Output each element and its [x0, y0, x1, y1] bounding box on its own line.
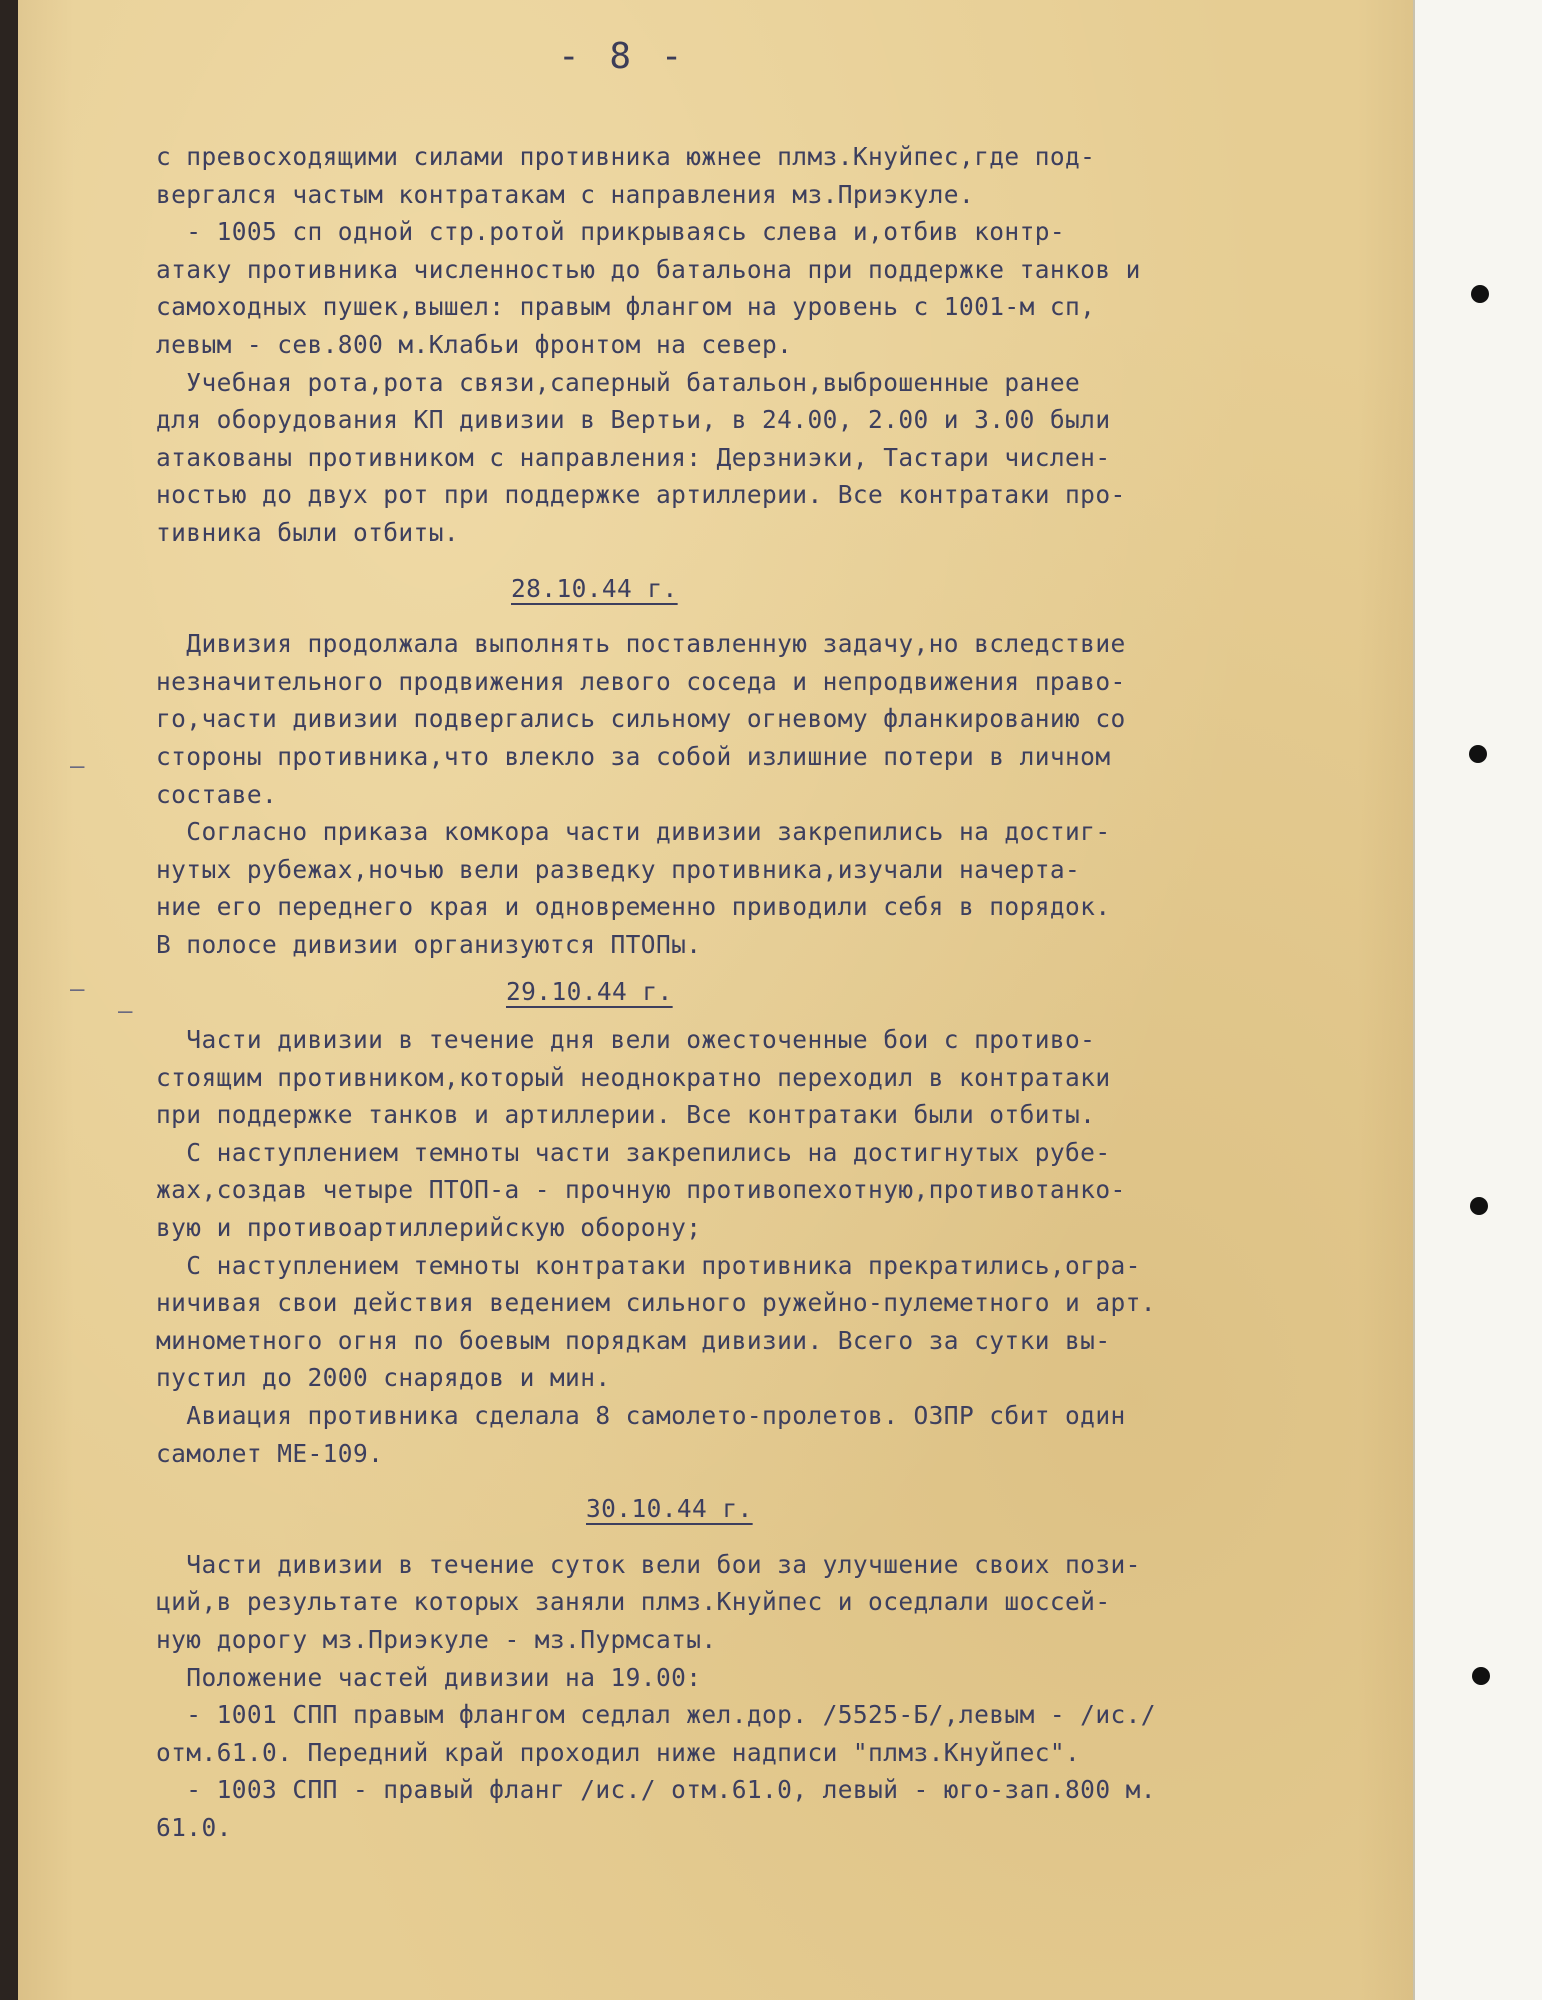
- date-heading: 28.10.44 г.: [511, 573, 678, 603]
- text-line: ностью до двух рот при поддержке артиллерии. Все контратаки про-: [156, 480, 1126, 510]
- text-line: ций,в результате которых заняли плмз.Кнуйпес и оседлали шоссей-: [156, 1587, 1111, 1617]
- text-line: ничивая свои действия ведением сильного ружейно-пулеметного и арт.: [156, 1288, 1156, 1318]
- text-line: левым - сев.800 м.Клабьи фронтом на север.: [156, 329, 793, 359]
- punch-hole: [1470, 1197, 1488, 1215]
- text-line: го,части дивизии подвергались сильному огневому фланкированию со: [156, 704, 1126, 734]
- date-heading: 29.10.44 г.: [506, 977, 673, 1007]
- margin-mark: –: [70, 752, 85, 780]
- page-number: - 8 -: [558, 36, 687, 77]
- text-line: Учебная рота,рота связи,саперный батальон,выброшенные ранее: [156, 367, 1081, 397]
- text-line: В полосе дивизии организуются ПТОПы.: [156, 929, 702, 959]
- text-line: отм.61.0. Передний край проходил ниже надписи "плмз.Кнуйпес".: [156, 1737, 1081, 1767]
- text-line: - 1005 сп одной стр.ротой прикрываясь слева и,отбив контр-: [156, 217, 1066, 247]
- text-line: Дивизия продолжала выполнять поставленную задачу,но вследствие: [156, 629, 1126, 659]
- text-line: вую и противоартиллерийскую оборону;: [156, 1213, 702, 1243]
- text-line: - 1003 СПП - правый фланг /ис./ отм.61.0, левый - юго-зап.800 м.: [156, 1775, 1156, 1805]
- text-line: стоящим противником,который неоднократно переходил в контратаки: [156, 1062, 1111, 1092]
- text-line: жах,создав четыре ПТОП-а - прочную противопехотную,противотанко-: [156, 1175, 1126, 1205]
- document-body: [156, 138, 1376, 1847]
- text-line: Части дивизии в течение дня вели ожесточенные бои с противо-: [156, 1025, 1096, 1055]
- text-line: Авиация противника сделала 8 самолето-пролетов. ОЗПР сбит один: [156, 1401, 1126, 1430]
- text-line: 61.0.: [156, 1812, 232, 1842]
- text-line: для оборудования КП дивизии в Вертьи, в 24.00, 2.00 и 3.00 были: [156, 405, 1111, 435]
- text-line: атакованы противником с направления: Дерзниэки, Тастари числен-: [156, 442, 1111, 472]
- text-line: вергался частым контратакам с направления мз.Приэкуле.: [156, 179, 975, 209]
- paragraph-3: [156, 1021, 1376, 1472]
- facing-page-edge: [1413, 0, 1542, 2000]
- text-line: составе.: [156, 779, 278, 809]
- text-line: ную дорогу мз.Приэкуле - мз.Пурмсаты.: [156, 1624, 717, 1654]
- date-heading: 30.10.44 г.: [586, 1494, 753, 1524]
- paragraph-4: [156, 1546, 1376, 1847]
- text-line: - 1001 СПП правым флангом седлал жел.дор. /5525-Б/,левым - /ис./: [156, 1700, 1156, 1730]
- paragraph-2: [156, 625, 1376, 963]
- text-line: стороны противника,что влекло за собой излишние потери в личном: [156, 741, 1111, 771]
- text-line: атаку противника численностью до батальона при поддержке танков и: [156, 254, 1141, 284]
- punch-hole: [1469, 745, 1487, 763]
- text-line: самолет МЕ-109.: [156, 1438, 384, 1468]
- text-line: пустил до 2000 снарядов и мин.: [156, 1363, 611, 1393]
- punch-hole: [1471, 285, 1489, 303]
- text-line: Положение частей дивизии на 19.00:: [156, 1662, 702, 1692]
- text-line: самоходных пушек,вышел: правым флангом на уровень с 1001-м сп,: [156, 292, 1096, 322]
- text-line: Согласно приказа комкора части дивизии закрепились на достиг-: [156, 817, 1111, 847]
- text-line: при поддержке танков и артиллерии. Все контратаки были отбиты.: [156, 1100, 1096, 1130]
- text-line: Части дивизии в течение суток вели бои за улучшение своих пози-: [156, 1549, 1141, 1579]
- text-line: ние его переднего края и одновременно приводили себя в порядок.: [156, 892, 1111, 922]
- text-line: С наступлением темноты части закрепились на достигнутых рубе-: [156, 1137, 1111, 1167]
- document-sheet: [18, 0, 1413, 2000]
- text-line: С наступлением темноты контратаки противника прекратились,огра-: [156, 1250, 1141, 1280]
- text-line: нутых рубежах,ночью вели разведку противника,изучали начерта-: [156, 854, 1081, 884]
- margin-mark: –: [118, 997, 133, 1025]
- punch-hole: [1472, 1667, 1490, 1685]
- text-line: с превосходящими силами противника южнее плмз.Кнуйпес,где под-: [156, 142, 1096, 171]
- margin-mark: –: [70, 975, 85, 1003]
- text-line: тивника были отбиты.: [156, 517, 460, 547]
- paragraph-1: [156, 138, 1376, 552]
- text-line: незначительного продвижения левого соседа и непродвижения право-: [156, 666, 1126, 696]
- text-line: минометного огня по боевым порядкам дивизии. Всего за сутки вы-: [156, 1325, 1111, 1355]
